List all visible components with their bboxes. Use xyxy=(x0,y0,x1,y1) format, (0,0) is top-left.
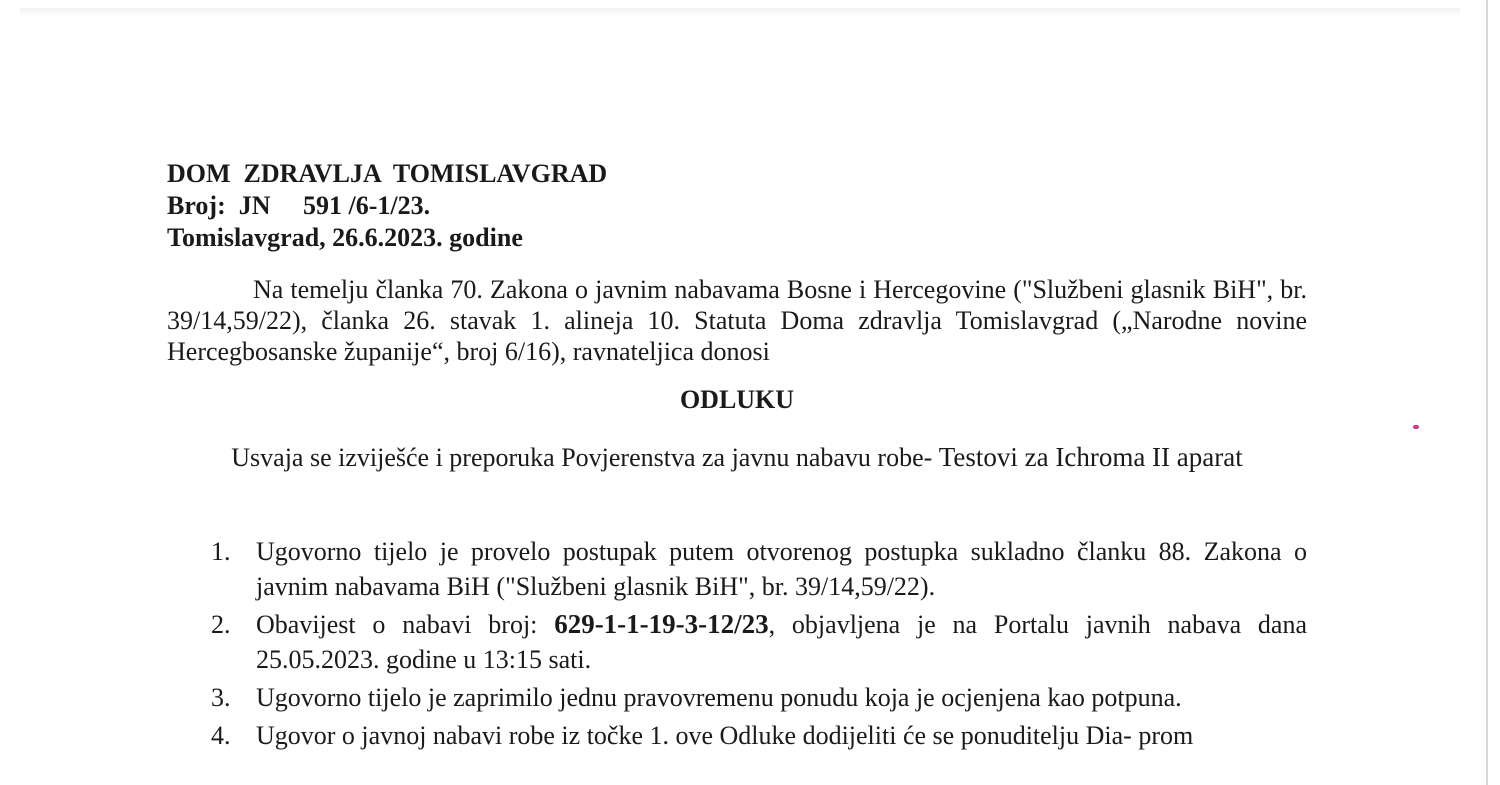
item-text: Ugovorno tijelo je provelo postupak putem otvorenog postupka sukladno članku 88. Zakona o javnim nabavama BiH ("Službeni glasnik BiH", br. 39/14,59/22). xyxy=(256,537,1307,601)
preamble-paragraph xyxy=(167,274,1307,367)
document-page xyxy=(167,158,1307,756)
lead-part2: Testovi za Ichroma II aparat xyxy=(938,442,1243,472)
item-text-before: Obavijest o nabavi broj: xyxy=(256,610,555,639)
decision-items xyxy=(167,534,1307,753)
item-number: 4. xyxy=(211,721,231,750)
place-date: Tomislavgrad, 26.6.2023. godine xyxy=(167,223,523,252)
scan-right-edge xyxy=(1486,0,1488,785)
ink-mark xyxy=(1413,425,1419,429)
document-number: Broj: JN 591 /6-1/23. xyxy=(167,191,431,220)
notice-code: 629-1-1-19-3-12/23 xyxy=(554,609,769,639)
scan-top-shadow xyxy=(20,8,1460,16)
list-item xyxy=(167,680,1307,715)
item-text-after: , objavljena je na Portalu javnih nabava dana 25.05.2023. godine u 13:15 sati. xyxy=(256,610,1308,674)
lead-part1: Usvaja se izviješće i preporuka Povjerenstva za javnu nabavu robe- xyxy=(231,443,939,472)
list-item xyxy=(167,534,1307,604)
institution-name: DOM ZDRAVLJA TOMISLAVGRAD xyxy=(167,159,608,188)
item-text: Ugovorno tijelo je zaprimilo jednu pravovremenu ponudu koja je ocjenjena kao potpuna. xyxy=(256,683,1182,712)
lead-sentence xyxy=(167,439,1307,476)
item-number: 3. xyxy=(211,683,231,712)
list-item xyxy=(167,718,1307,753)
item-number: 1. xyxy=(211,537,231,566)
decision-title: ODLUKU xyxy=(679,385,795,414)
preamble-text: Na temelju članka 70. Zakona o javnim nabavama Bosne i Hercegovine ("Službeni glasnik BiH", br. 39/14,59/22), članka 26. stavak 1. alineja 10. Statuta Doma zdravlja Tomislavgrad („Narodne novine Hercegbosanske županije“, broj 6/16), ravnateljica donosi xyxy=(167,275,1307,366)
item-text: Ugovor o javnoj nabavi robe iz točke 1. ove Odluke dodijeliti će se ponuditelju Dia- prom xyxy=(256,721,1194,750)
list-item xyxy=(167,607,1307,677)
item-number: 2. xyxy=(211,610,231,639)
